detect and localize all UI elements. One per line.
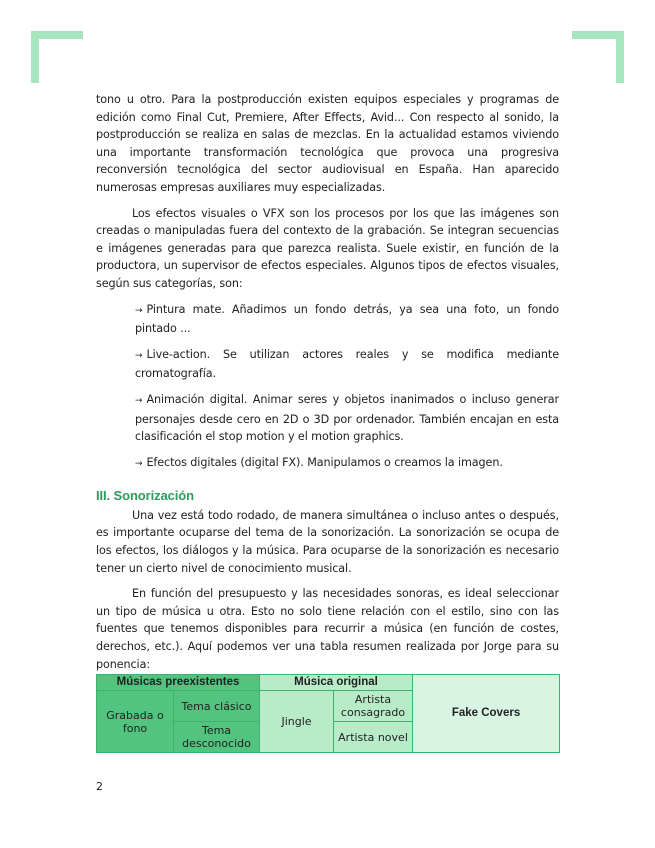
list-item: → Animación digital. Animar seres y objetos inanimados o incluso generar personajes desde cero en 2D o 3D por ordenador. También encajan en esta clasificación el stop motion y el motion graphics. <box>135 392 559 444</box>
paragraph-postproduccion: tono u otro. Para la postproducción existen equipos especiales y programas de edición como Final Cut, Premiere, After Effects, Avid... Con respecto al sonido, la postproducción se realiza en salas de mezclas. En la actualidad estamos viviendo una importante transformación tecnológica que provoca una progresiva reconversión tecnológica del sector audiovisual en España. Han aparecido numerosas empresas auxiliares muy especializadas. <box>96 93 559 194</box>
list-item: → Pintura mate. Añadimos un fondo detrás, ya sea una foto, un fondo pintado ... <box>135 302 559 336</box>
cell-tema-clasico: Tema clásico <box>174 691 260 722</box>
cell-jingle: Jingle <box>260 691 334 753</box>
cell-fake-covers: Fake Covers <box>413 675 560 753</box>
header-original: Música original <box>260 675 413 691</box>
vfx-types-list <box>135 301 559 474</box>
page-body <box>96 91 559 681</box>
music-summary-table <box>96 674 560 753</box>
arrow-icon: → <box>135 305 143 316</box>
paragraph-vfx: Los efectos visuales o VFX son los procesos por los que las imágenes son creadas o manipuladas fuera del contexto de la grabación. Se integran secuencias e imágenes generadas para que parezca realista. Suele existir, en función de la productora, un supervisor de efectos especiales. Algunos tipos de efectos visuales, según sus categorías, son: <box>96 206 559 290</box>
corner-mark-top-right-vertical <box>616 31 624 83</box>
page-number: 2 <box>96 780 103 793</box>
header-preexistentes: Músicas preexistentes <box>97 675 260 691</box>
list-item: → Efectos digitales (digital FX). Manipulamos o creamos la imagen. <box>135 455 503 469</box>
paragraph-presupuesto: En función del presupuesto y las necesidades sonoras, es ideal seleccionar un tipo de música u otra. Esto no solo tiene relación con el estilo, sino con las fuentes que tenemos disponibles para recurrir a música (en función de costes, derechos, etc.). Aquí podemos ver una tabla resumen realizada por Jorge para su ponencia: <box>96 587 559 671</box>
list-item: → Live-action. Se utilizan actores reales y se modifica mediante cromatografía. <box>135 347 559 381</box>
arrow-icon: → <box>135 458 143 469</box>
cell-artista-novel: Artista novel <box>334 722 413 753</box>
paragraph-sonorizacion: Una vez está todo rodado, de manera simultánea o incluso antes o después, es importante ocuparse del tema de la sonorización. La sonorización se ocupa de los efectos, los diálogos y la música. Para ocuparse de la sonorización es necesario tener un cierto nivel de conocimiento musical. <box>96 508 559 575</box>
arrow-icon: → <box>135 395 143 406</box>
section-heading: III. Sonorización <box>96 488 194 504</box>
cell-grabada: Grabada o fono <box>97 691 174 753</box>
cell-artista-consagrado: Artista consagrado <box>334 691 413 722</box>
corner-mark-top-left-vertical <box>31 31 39 83</box>
cell-tema-desconocido: Tema desconocido <box>174 722 260 753</box>
arrow-icon: → <box>135 350 143 361</box>
